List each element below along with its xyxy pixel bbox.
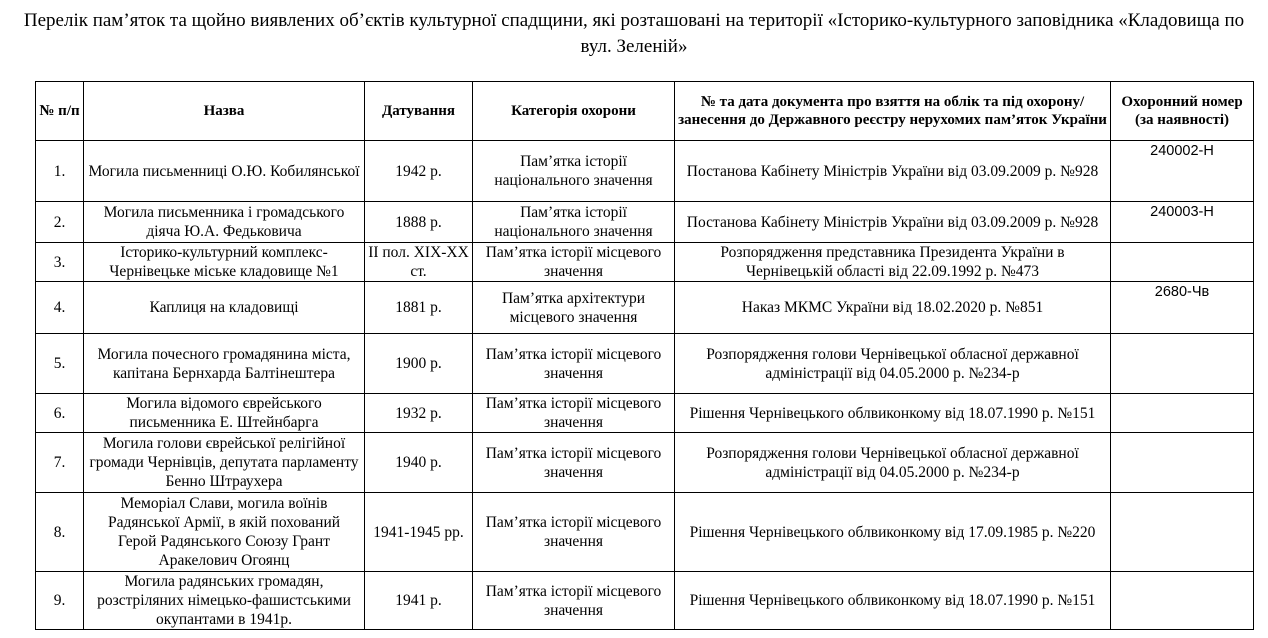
header-document: № та дата документа про взяття на облік та під охорону/ занесення до Державного реєстру нерухомих пам’яток України (675, 82, 1111, 141)
cell-name: Могила відомого єврейського письменника Е. Штейнбарга (84, 394, 365, 433)
cell-name: Історико-культурний комплекс-Чернівецьке міське кладовище №1 (84, 243, 365, 282)
table-row (36, 282, 1254, 334)
cell-category: Пам’ятка архітектури місцевого значення (473, 282, 675, 334)
cell-document: Постанова Кабінету Міністрів України від 03.09.2009 р. №928 (675, 141, 1111, 202)
cell-date: 1881 р. (365, 282, 473, 334)
cell-date: 1942 р. (365, 141, 473, 202)
cell-category: Пам’ятка історії місцевого значення (473, 572, 675, 630)
cell-protection-number (1111, 493, 1254, 572)
cell-document: Розпорядження голови Чернівецької обласної державної адміністрації від 04.05.2000 р. №234-р (675, 334, 1111, 394)
cell-date: II пол. XIX-XX ст. (365, 243, 473, 282)
cell-num: 2. (36, 202, 84, 243)
cell-date: 1941 р. (365, 572, 473, 630)
cell-date: 1900 р. (365, 334, 473, 394)
cell-num: 9. (36, 572, 84, 630)
cell-name: Могила голови єврейської релігійної громади Чернівців, депутата парламенту Бенно Штраухера (84, 433, 365, 493)
cell-date: 1941-1945 рр. (365, 493, 473, 572)
cell-num: 6. (36, 394, 84, 433)
header-category: Категорія охорони (473, 82, 675, 141)
cell-category: Пам’ятка історії національного значення (473, 202, 675, 243)
cell-name: Меморіал Слави, могила воїнів Радянської Армії, в якій похований Герой Радянського Союзу Грант Аракелович Огоянц (84, 493, 365, 572)
table-row (36, 141, 1254, 202)
document-title: Перелік пам’яток та щойно виявлених об’єктів культурної спадщини, які розташовані на території «Історико-культурного заповідника «Кладовища по вул. Зеленій» (23, 10, 1245, 57)
cell-category: Пам’ятка історії національного значення (473, 141, 675, 202)
cell-name: Могила письменника і громадського діяча Ю.А. Федьковича (84, 202, 365, 243)
table-row (36, 394, 1254, 433)
cell-document: Наказ МКМС України від 18.02.2020 р. №851 (675, 282, 1111, 334)
cell-num: 7. (36, 433, 84, 493)
cell-document: Розпорядження представника Президента України в Чернівецькій області від 22.09.1992 р. №473 (675, 243, 1111, 282)
cell-protection-number (1111, 433, 1254, 493)
cell-category: Пам’ятка історії місцевого значення (473, 243, 675, 282)
table-row (36, 572, 1254, 630)
cell-category: Пам’ятка історії місцевого значення (473, 433, 675, 493)
cell-protection-number: 240002-Н (1111, 141, 1254, 202)
cell-document: Рішення Чернівецького облвиконкому від 18.07.1990 р. №151 (675, 572, 1111, 630)
cell-date: 1888 р. (365, 202, 473, 243)
cell-name: Могила радянських громадян, розстріляних німецько-фашистськими окупантами в 1941р. (84, 572, 365, 630)
cell-document: Рішення Чернівецького облвиконкому від 17.09.1985 р. №220 (675, 493, 1111, 572)
table-row (36, 202, 1254, 243)
cell-num: 8. (36, 493, 84, 572)
table-row (36, 433, 1254, 493)
cell-num: 1. (36, 141, 84, 202)
cell-protection-number (1111, 334, 1254, 394)
cell-category: Пам’ятка історії місцевого значення (473, 394, 675, 433)
table-header-row (36, 82, 1254, 141)
table-row (36, 243, 1254, 282)
header-num: № п/п (36, 82, 84, 141)
cell-document: Рішення Чернівецького облвиконкому від 18.07.1990 р. №151 (675, 394, 1111, 433)
cell-name: Каплиця на кладовищі (84, 282, 365, 334)
cell-num: 3. (36, 243, 84, 282)
cell-protection-number (1111, 243, 1254, 282)
cell-num: 5. (36, 334, 84, 394)
cell-num: 4. (36, 282, 84, 334)
cell-protection-number (1111, 394, 1254, 433)
cell-protection-number: 240003-Н (1111, 202, 1254, 243)
cell-name: Могила письменниці О.Ю. Кобилянської (84, 141, 365, 202)
cell-protection-number: 2680-Чв (1111, 282, 1254, 334)
heritage-table (35, 81, 1254, 630)
cell-category: Пам’ятка історії місцевого значення (473, 493, 675, 572)
cell-date: 1932 р. (365, 394, 473, 433)
cell-category: Пам’ятка історії місцевого значення (473, 334, 675, 394)
table-row (36, 334, 1254, 394)
header-date: Датування (365, 82, 473, 141)
cell-document: Постанова Кабінету Міністрів України від 03.09.2009 р. №928 (675, 202, 1111, 243)
cell-name: Могила почесного громадянина міста, капітана Бернхарда Балтінештера (84, 334, 365, 394)
header-name: Назва (84, 82, 365, 141)
header-protection-number: Охоронний номер (за наявності) (1111, 82, 1254, 141)
table-row (36, 493, 1254, 572)
cell-protection-number (1111, 572, 1254, 630)
cell-document: Розпорядження голови Чернівецької обласної державної адміністрації від 04.05.2000 р. №234-р (675, 433, 1111, 493)
cell-date: 1940 р. (365, 433, 473, 493)
